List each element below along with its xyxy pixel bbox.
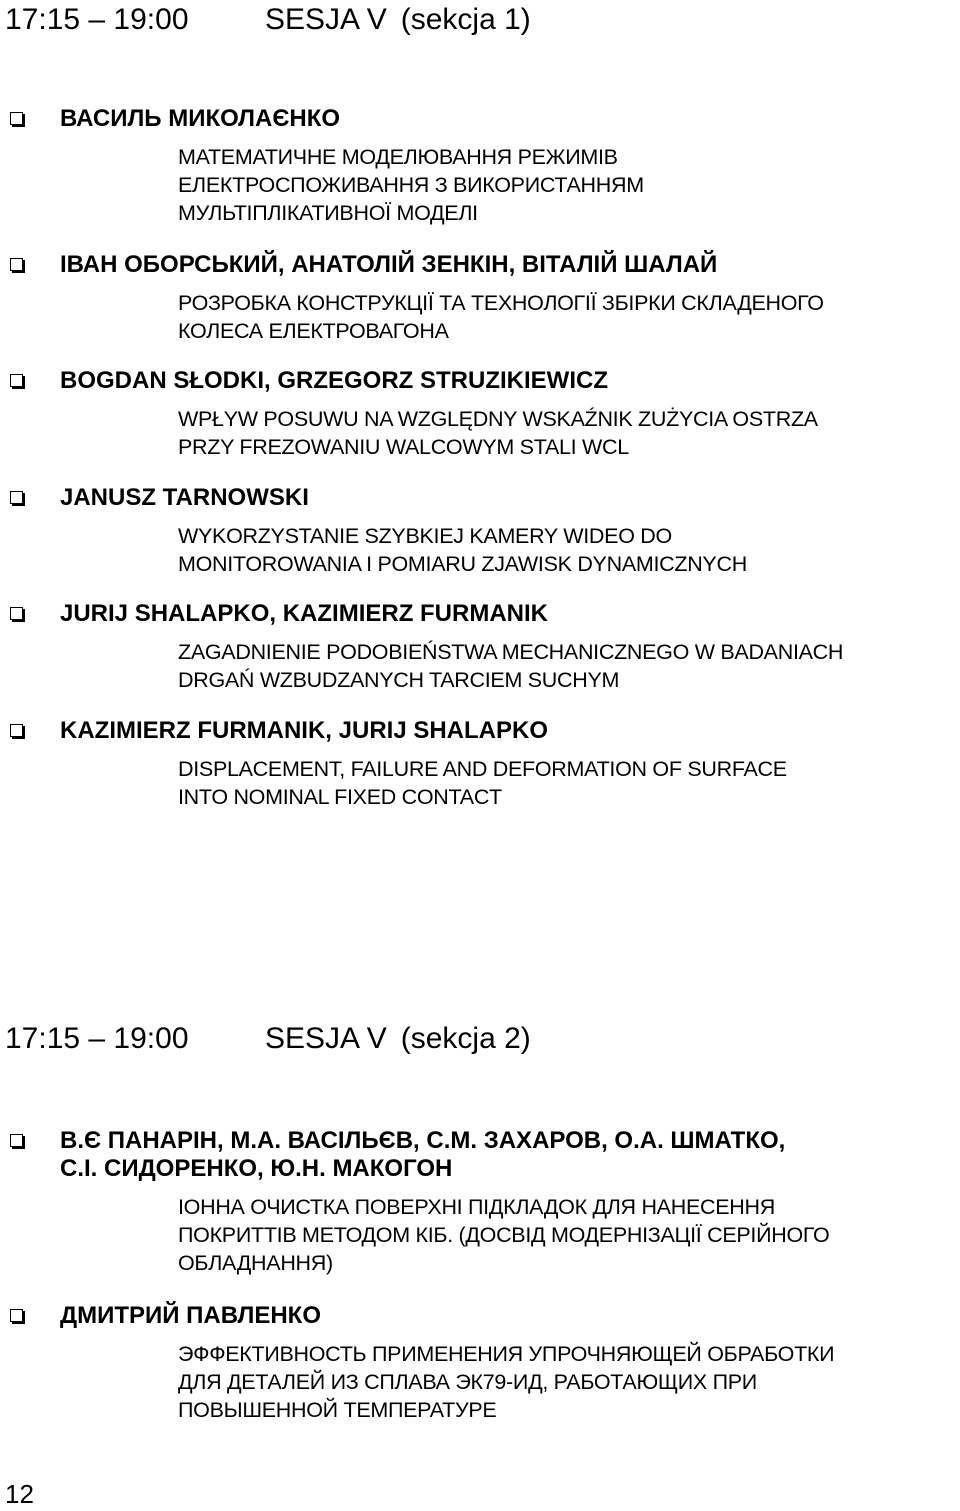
session-name: SESJA V <box>265 1022 387 1055</box>
entry-authors <box>8 1302 958 1330</box>
session-1-entry-4 <box>8 484 958 578</box>
entry-authors <box>8 1127 958 1183</box>
title-line: DISPLACEMENT, FAILURE AND DEFORMATION OF SURFACE <box>178 757 787 781</box>
entry-title <box>8 405 958 461</box>
title-line: WPŁYW POSUWU NA WZGLĘDNY WSKAŹNIK ZUŻYCIA OSTRZA <box>178 407 818 431</box>
title-line: ІОННА ОЧИСТКА ПОВЕРХНІ ПІДКЛАДОК ДЛЯ НАНЕСЕННЯ <box>178 1195 775 1219</box>
title-line: ПОКРИТТІВ МЕТОДОМ КІБ. (ДОСВІД МОДЕРНІЗАЦІЇ СЕРІЙНОГО <box>178 1223 830 1247</box>
session-1-entry-5 <box>8 600 958 694</box>
author-line: В.Є ПАНАРІН, М.А. ВАСІЛЬЄВ, С.М. ЗАХАРОВ, О.А. ШМАТКО, <box>60 1127 786 1154</box>
title-line: DRGAŃ WZBUDZANYCH TARCIEM SUCHYM <box>178 668 620 692</box>
entry-title <box>8 1193 958 1277</box>
title-line: МУЛЬТІПЛІКАТИВНОЇ МОДЕЛІ <box>178 201 478 225</box>
session-header-2 <box>5 1024 531 1054</box>
author-line: С.І. СИДОРЕНКО, Ю.Н. МАКОГОН <box>60 1155 453 1182</box>
entry-authors <box>8 484 958 512</box>
author-line: KAZIMIERZ FURMANIK, JURIJ SHALAPKO <box>60 717 549 744</box>
session-1-entry-3 <box>8 367 958 461</box>
title-line: WYKORZYSTANIE SZYBKIEJ KAMERY WIDEO DO <box>178 524 672 548</box>
entry-title <box>8 522 958 578</box>
entry-authors <box>8 251 958 279</box>
session-header-1 <box>5 5 531 35</box>
page-number: 12 <box>5 1479 34 1509</box>
session-1-entry-2 <box>8 251 958 345</box>
checkbox-bullet-icon <box>10 724 23 737</box>
session-section: (sekcja 1) <box>400 3 531 36</box>
session-2-entry-1 <box>8 1127 958 1277</box>
checkbox-bullet-icon <box>10 491 23 504</box>
entry-title <box>8 755 958 811</box>
title-line: ПОВЫШЕННОЙ ТЕМПЕРАТУРЕ <box>178 1398 497 1422</box>
title-line: INTO NOMINAL FIXED CONTACT <box>178 785 502 809</box>
entry-title <box>8 289 958 345</box>
session-time: 17:15 – 19:00 <box>5 1022 189 1055</box>
entry-authors <box>8 105 958 133</box>
author-line: BOGDAN SŁODKI, GRZEGORZ STRUZIKIEWICZ <box>60 367 608 394</box>
session-1-entry-1 <box>8 105 958 227</box>
title-line: ЕЛЕКТРОСПОЖИВАННЯ З ВИКОРИСТАННЯМ <box>178 173 644 197</box>
title-line: МАТЕМАТИЧНЕ МОДЕЛЮВАННЯ РЕЖИМІВ <box>178 145 618 169</box>
session-name: SESJA V <box>265 3 387 36</box>
entry-authors <box>8 717 958 745</box>
author-line: JURIJ SHALAPKO, KAZIMIERZ FURMANIK <box>60 600 549 627</box>
session-1-entry-6 <box>8 717 958 811</box>
title-line: PRZY FREZOWANIU WALCOWYM STALI WCL <box>178 435 629 459</box>
entry-title <box>8 638 958 694</box>
title-line: КОЛЕСА ЕЛЕКТРОВАГОНА <box>178 319 449 343</box>
entry-title <box>8 143 958 227</box>
session-time: 17:15 – 19:00 <box>5 3 189 36</box>
author-line: ДМИТРИЙ ПАВЛЕНКО <box>60 1302 321 1329</box>
title-line: ОБЛАДНАННЯ) <box>178 1251 333 1275</box>
checkbox-bullet-icon <box>10 112 23 125</box>
checkbox-bullet-icon <box>10 607 23 620</box>
session-2-entry-2 <box>8 1302 958 1424</box>
checkbox-bullet-icon <box>10 258 23 271</box>
checkbox-bullet-icon <box>10 1309 23 1322</box>
author-line: ВАСИЛЬ МИКОЛАЄНКО <box>60 105 341 132</box>
author-line: JANUSZ TARNOWSKI <box>60 484 309 511</box>
checkbox-bullet-icon <box>10 1134 23 1147</box>
title-line: ДЛЯ ДЕТАЛЕЙ ИЗ СПЛАВА ЭК79-ИД, РАБОТАЮЩИХ ПРИ <box>178 1370 757 1394</box>
title-line: MONITOROWANIA I POMIARU ZJAWISK DYNAMICZNYCH <box>178 552 747 576</box>
entry-authors <box>8 367 958 395</box>
checkbox-bullet-icon <box>10 374 23 387</box>
entry-title <box>8 1340 958 1424</box>
author-line: ІВАН ОБОРСЬКИЙ, АНАТОЛІЙ ЗЕНКІН, ВІТАЛІЙ ШАЛАЙ <box>60 251 718 278</box>
session-section: (sekcja 2) <box>400 1022 531 1055</box>
title-line: ZAGADNIENIE PODOBIEŃSTWA MECHANICZNEGO W BADANIACH <box>178 640 844 664</box>
title-line: ЭФФЕКТИВНОСТЬ ПРИМЕНЕНИЯ УПРОЧНЯЮЩЕЙ ОБРАБОТКИ <box>178 1342 835 1366</box>
entry-authors <box>8 600 958 628</box>
title-line: РОЗРОБКА КОНСТРУКЦІЇ ТА ТЕХНОЛОГІЇ ЗБІРКИ СКЛАДЕНОГО <box>178 291 824 315</box>
